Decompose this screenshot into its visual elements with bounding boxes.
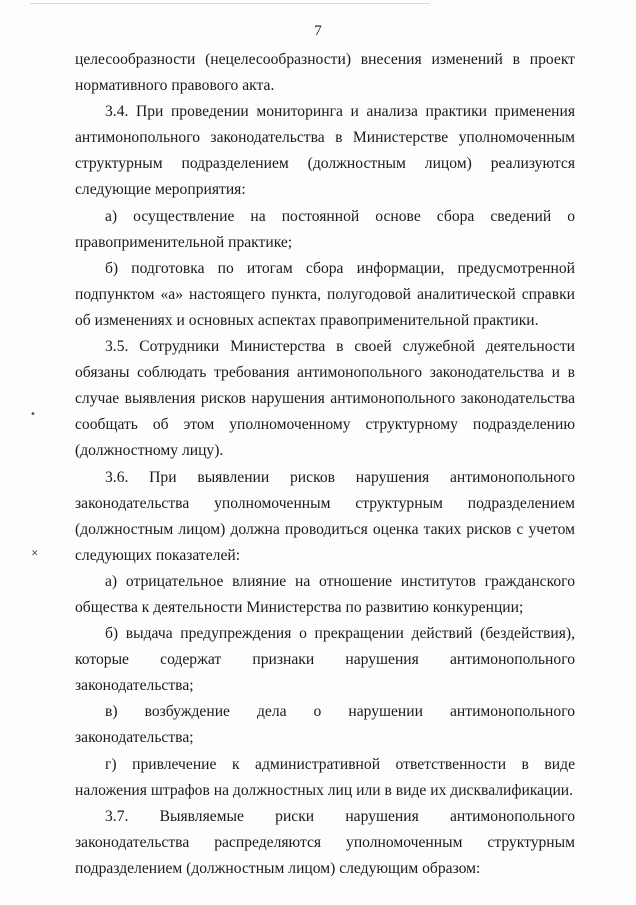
margin-scan-mark: • [30,409,36,420]
paragraph-3-4: 3.4. При проведении мониторинга и анализа практики применения антимонопольного законодательства в Министерстве уполномоченным структурным подразделением (должностным лицом) реализуются следующие мероприятия: [75,103,575,199]
paragraph-3-6: 3.6. При выявлении рисков нарушения антимонопольного законодательства уполномоченным структурным подразделением (должностным лицом) должна проводиться оценка таких рисков с учетом следующих показателей: [75,468,575,564]
scan-artifact-line [30,3,430,4]
margin-scan-mark: ✕ [31,549,39,559]
paragraph-continuation: целесообразности (нецелесообразности) внесения изменений в проект нормативного правового акта. [75,51,575,95]
paragraph-3-5: 3.5. Сотрудники Министерства в своей служебной деятельности обязаны соблюдать требования антимонопольного законодательства и в случае выявления рисков нарушения антимонопольного законодательства сообщать об этом уполномоченному структурному подразделению (должностному лицу). [75,338,575,460]
paragraph-3-6-c: в) возбуждение дела о нарушении антимонопольного законодательства; [75,703,575,747]
paragraph-3-4-a: а) осуществление на постоянной основе сбора сведений о правоприменительной практике; [75,207,575,251]
paragraph-3-7: 3.7. Выявляемые риски нарушения антимонопольного законодательства распределяются уполномоченным структурным подразделением (должностным лицом) следующим образом: [75,807,575,877]
paragraph-3-6-a: а) отрицательное влияние на отношение институтов гражданского общества к деятельности Министерства по развитию конкуренции; [75,572,575,616]
paragraph-3-6-d: г) привлечение к административной ответственности в виде наложения штрафов на должностных лиц или в виде их дисквалификации. [75,755,575,799]
document-body [75,47,575,882]
paragraph-3-6-b: б) выдача предупреждения о прекращении действий (бездействия), которые содержат признаки нарушения антимонопольного законодательства; [75,625,575,695]
paragraph-3-4-b: б) подготовка по итогам сбора информации, предусмотренной подпунктом «а» настоящего пункта, полугодовой аналитической справки об изменениях и основных аспектах правоприменительной практики. [75,259,575,329]
page-number: 7 [314,23,322,39]
